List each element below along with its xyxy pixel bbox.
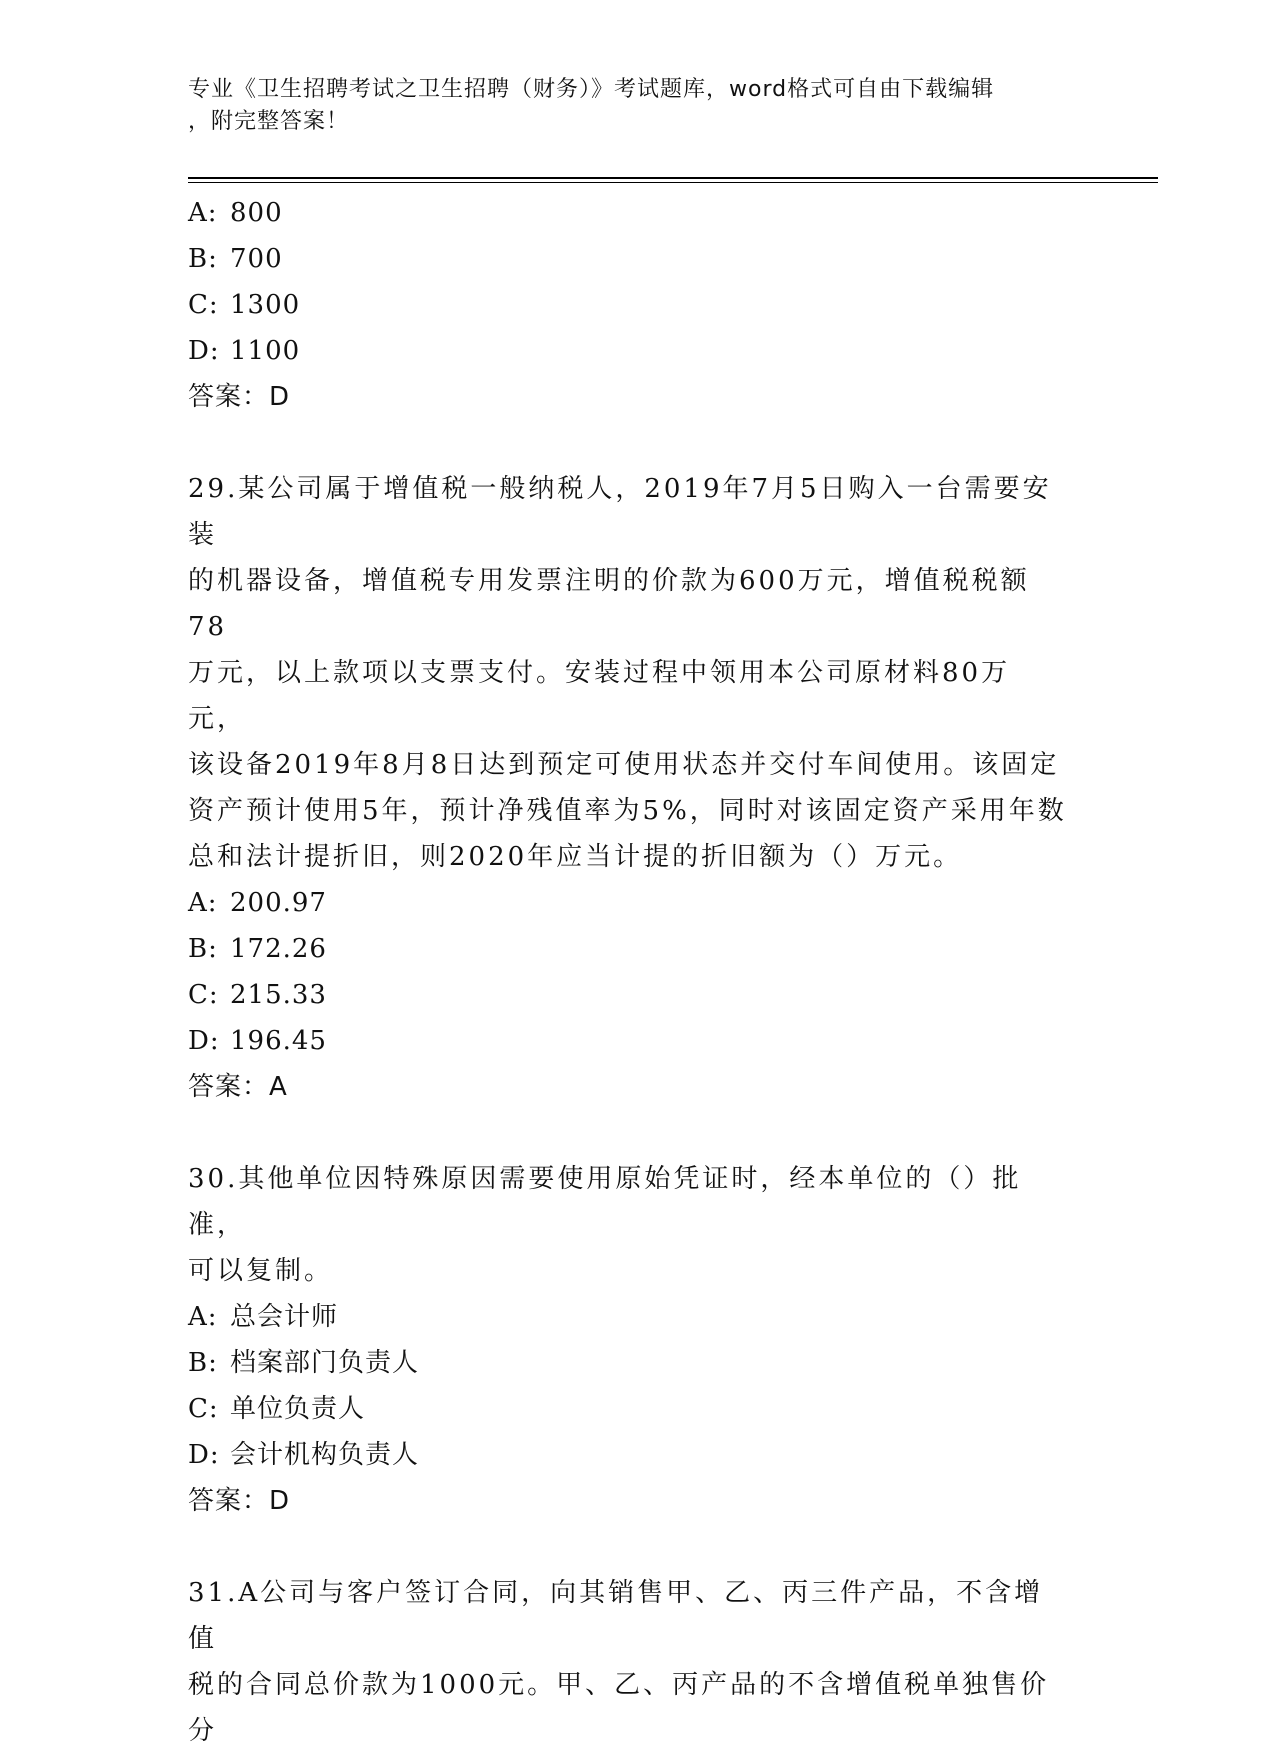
option-text: 800 xyxy=(230,198,283,228)
question-line: 万元，以上款项以支票支付。安装过程中领用本公司原材料80万元， xyxy=(188,658,1011,734)
header-divider-thin xyxy=(188,182,1158,183)
question-31-text xyxy=(188,1570,1068,1754)
option-text: 200.97 xyxy=(230,888,327,918)
option-text: 总会计师 xyxy=(230,1302,339,1332)
question-line: 的机器设备，增值税专用发票注明的价款为600万元，增值税税额78 xyxy=(188,566,1030,642)
option-text: 档案部门负责人 xyxy=(230,1348,420,1378)
option-label: D: xyxy=(188,1440,220,1470)
question-line: 30.其他单位因特殊原因需要使用原始凭证时，经本单位的（）批准， xyxy=(188,1164,1022,1240)
option-label: A: xyxy=(188,888,218,918)
spacer xyxy=(188,1524,1088,1570)
option-label: C: xyxy=(188,290,219,320)
option-text: 会计机构负责人 xyxy=(230,1440,420,1470)
option-a xyxy=(188,1294,1088,1340)
option-text: 单位负责人 xyxy=(230,1394,366,1424)
question-content xyxy=(188,190,1088,1754)
option-a xyxy=(188,190,1088,236)
question-29-text xyxy=(188,466,1068,880)
option-label: B: xyxy=(188,1348,218,1378)
question-28-answer: 答案：D xyxy=(188,382,291,412)
question-line: 税的合同总价款为1000元。甲、乙、丙产品的不含增值税单独售价分 xyxy=(188,1670,1050,1746)
option-text: 1300 xyxy=(230,290,301,320)
option-a xyxy=(188,880,1088,926)
option-b xyxy=(188,1340,1088,1386)
option-text: 700 xyxy=(230,244,283,274)
option-b xyxy=(188,926,1088,972)
header-divider-thick xyxy=(188,177,1158,179)
question-29-answer: 答案：A xyxy=(188,1072,288,1102)
option-label: C: xyxy=(188,980,219,1010)
option-b xyxy=(188,236,1088,282)
option-c xyxy=(188,972,1088,1018)
question-line: 资产预计使用5年，预计净残值率为5%，同时对该固定资产采用年数 xyxy=(188,796,1067,826)
option-d xyxy=(188,328,1088,374)
option-label: D: xyxy=(188,336,220,366)
question-line: 该设备2019年8月8日达到预定可使用状态并交付车间使用。该固定 xyxy=(188,750,1060,780)
question-30-answer: 答案：D xyxy=(188,1486,291,1516)
option-d xyxy=(188,1432,1088,1478)
option-d xyxy=(188,1018,1088,1064)
option-label: C: xyxy=(188,1394,219,1424)
question-30-text xyxy=(188,1156,1068,1294)
option-label: A: xyxy=(188,198,218,228)
option-label: D: xyxy=(188,1026,220,1056)
option-label: A: xyxy=(188,1302,218,1332)
question-28-options xyxy=(188,190,1088,374)
option-label: B: xyxy=(188,934,218,964)
question-line: 29.某公司属于增值税一般纳税人，2019年7月5日购入一台需要安装 xyxy=(188,474,1052,550)
option-text: 172.26 xyxy=(230,934,327,964)
spacer xyxy=(188,1110,1088,1156)
question-29-options xyxy=(188,880,1088,1064)
option-c xyxy=(188,1386,1088,1432)
option-text: 1100 xyxy=(230,336,301,366)
question-30-options xyxy=(188,1294,1088,1478)
option-text: 196.45 xyxy=(230,1026,327,1056)
option-text: 215.33 xyxy=(230,980,327,1010)
page-header xyxy=(188,74,1068,138)
header-line-2: ，附完整答案！ xyxy=(188,109,350,134)
option-label: B: xyxy=(188,244,218,274)
option-c xyxy=(188,282,1088,328)
header-line-1: 专业《卫生招聘考试之卫生招聘（财务）》考试题库，word格式可自由下载编辑 xyxy=(188,77,995,102)
question-line: 可以复制。 xyxy=(188,1256,334,1286)
question-line: 31.A公司与客户签订合同，向其销售甲、乙、丙三件产品，不含增值 xyxy=(188,1578,1044,1654)
spacer xyxy=(188,420,1088,466)
question-line: 总和法计提折旧，则2020年应当计提的折旧额为（）万元。 xyxy=(188,842,963,872)
